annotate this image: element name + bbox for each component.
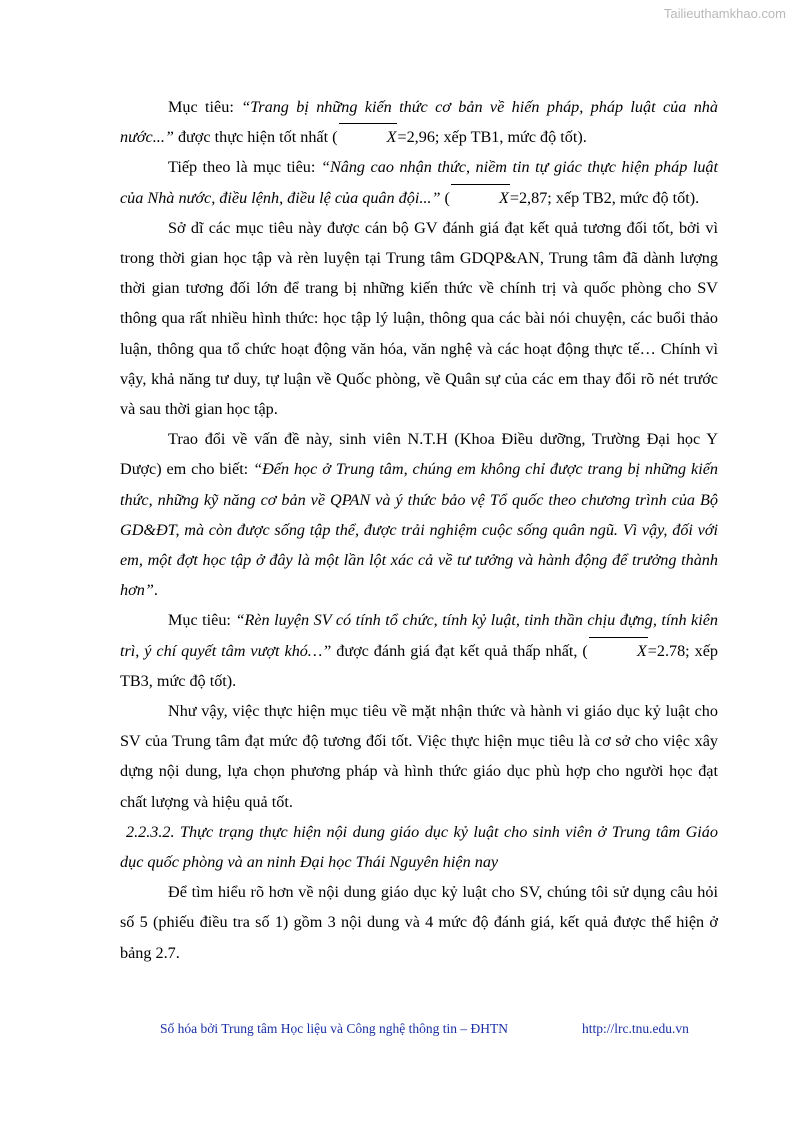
mean-symbol: X (450, 183, 510, 213)
para5-stats: =2.78; xếp TB3, mức độ tốt). (120, 641, 718, 690)
para4-end: . (153, 581, 158, 600)
para4-quote: “Đến học ở Trung tâm, chúng em không chỉ được trang bị những kiến thức, những kỹ năng cơ bản về QPAN và ý thức bảo vệ Tổ quốc theo chương trình của Bộ GD&ĐT, mà còn được sống tập thể, được trải nghiệm cuộc sống quân ngũ. Vì vậy, đối với em, một đợt học tập ở đây là một lần lột xác cả về tư tưởng và hành động để trưởng thành hơn” (120, 460, 718, 600)
para2-stats: =2,87; xếp TB2, mức độ tốt). (509, 188, 700, 207)
paragraph-2 (120, 152, 718, 212)
para1-quote: “Trang bị những kiến thức cơ bản về hiến pháp, pháp luật của nhà nước...” (120, 98, 718, 147)
document-body (120, 92, 718, 968)
para2-quote: “Nâng cao nhận thức, niềm tin tự giác thực hiện pháp luật của Nhà nước, điều lệnh, điều lệ của quân đội...” (120, 158, 719, 207)
paragraph-6: Như vậy, việc thực hiện mục tiêu về mặt nhận thức và hành vi giáo dục kỷ luật cho SV của Trung tâm đạt mức độ tương đối tốt. Việc thực hiện mục tiêu là cơ sở cho việc xây dựng nội dung, lựa chọn phương pháp và hình thức giáo dục phù hợp cho người học đạt chất lượng và hiệu quả tốt. (120, 702, 718, 811)
watermark-text: Tailieuthamkhao.com (663, 6, 786, 21)
section-heading: 2.2.3.2. Thực trạng thực hiện nội dung giáo dục kỷ luật cho sinh viên ở Trung tâm Giáo dục quốc phòng và an ninh Đại học Thái Nguyên hiện nay (120, 822, 718, 872)
mean-symbol: X (338, 122, 398, 152)
page-footer (160, 1021, 720, 1037)
paragraph-3: Sở dĩ các mục tiêu này được cán bộ GV đánh giá đạt kết quả tương đối tốt, bởi vì trong thời gian học tập và rèn luyện tại Trung tâm GDQP&AN, Trung tâm đã dành lượng thời gian tương đối lớn để trang bị những kiến thức về chính trị và quốc phòng cho SV thông qua rất nhiều hình thức: học tập lý luận, thông qua các bài nói chuyện, các buổi thảo luận, thông qua tổ chức hoạt động văn hóa, văn nghệ và các hoạt động thực tế… Chính vì vậy, khả năng tư duy, tự luận về Quốc phòng, về Quân sự của các em thay đổi rõ nét trước và sau thời gian học tập. (120, 218, 718, 419)
para5-quote: “Rèn luyện SV có tính tổ chức, tính kỷ luật, tinh thần chịu đựng, tính kiên trì, ý chí quyết tâm vượt khó…” (120, 611, 719, 660)
para4-lead: Trao đổi về vấn đề này, sinh viên N.T.H (Khoa Điều dưỡng, Trường Đại học Y Dược) em cho biết: (120, 430, 718, 479)
paragraph-1 (120, 92, 718, 152)
paragraph-7: Để tìm hiểu rõ hơn về nội dung giáo dục kỷ luật cho SV, chúng tôi sử dụng câu hỏi số 5 (phiếu điều tra số 1) gồm 3 nội dung và 4 mức độ đánh giá, kết quả được thể hiện ở bảng 2.7. (120, 883, 718, 962)
footer-credit: Số hóa bởi Trung tâm Học liệu và Công nghệ thông tin – ĐHTN (160, 1021, 509, 1036)
para5-text: được đánh giá đạt kết quả thấp nhất, ( (331, 641, 588, 660)
para1-stats: =2,96; xếp TB1, mức độ tốt). (397, 128, 587, 147)
para2-text: ( (440, 188, 450, 207)
paragraph-4 (120, 424, 718, 605)
mean-symbol: X (588, 636, 648, 666)
para1-text: được thực hiện tốt nhất ( (173, 128, 338, 147)
para2-lead: Tiếp theo là mục tiêu: (168, 158, 321, 177)
para5-lead: Mục tiêu: (168, 611, 236, 630)
para1-lead: Mục tiêu: (168, 98, 242, 116)
paragraph-5 (120, 605, 718, 696)
footer-url-link[interactable]: http://lrc.tnu.edu.vn (582, 1021, 689, 1036)
